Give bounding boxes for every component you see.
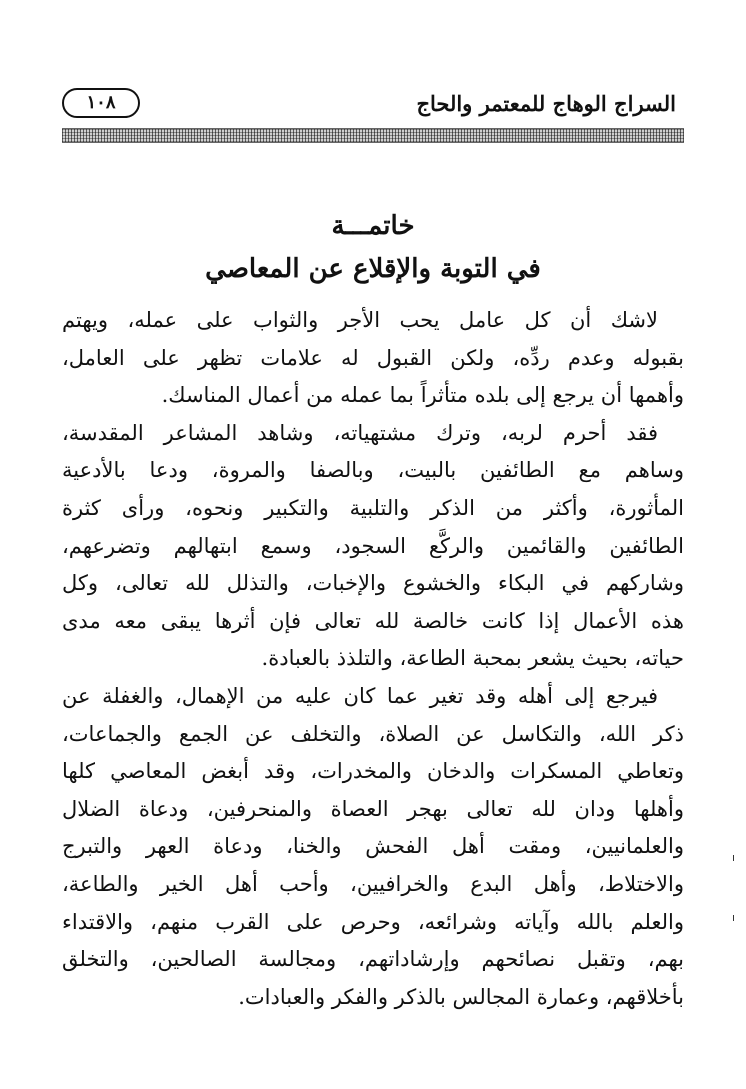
paragraph-3 (62, 678, 684, 1016)
text-line: والعلمانيين، ومقت أهل الفحش والخنا، ودعاة العهر والتبرج (62, 834, 684, 859)
text-line: حياته، بحيث يشعر بمحبة الطاعة، والتلذذ بالعبادة. (261, 646, 684, 671)
text-line: وساهم مع الطائفين بالبيت، وبالصفا والمروة، ودعا بالأدعية (62, 458, 684, 483)
text-line: بقبوله وعدم ردِّه، ولكن القبول له علامات تظهر على العامل، (62, 345, 684, 370)
text-line: بهم، وتقبل نصائحهم وإرشاداتهم، ومجالسة الصالحين، والتخلق (62, 947, 684, 972)
text-line: الطائفين والقائمين والركَّع السجود، وسمع ابتهالهم وتضرعهم، (62, 533, 684, 558)
text-line: المأثورة، وأكثر من الذكر والتلبية والتكبير ونحوه، ورأى كثرة (62, 495, 684, 520)
body-text (62, 302, 684, 1016)
text-line: بأخلاقهم، وعمارة المجالس بالذكر والفكر والعبادات. (238, 984, 684, 1009)
text-line: وأهمها أن يرجع إلى بلده متأثراً بما عمله من أعمال المناسك. (161, 383, 684, 408)
scan-edge-mark (733, 915, 734, 921)
text-line: ذكر الله، والتكاسل عن الصلاة، والتخلف عن الجمع والجماعات، (62, 721, 684, 746)
paragraph-2 (62, 415, 684, 678)
scan-edge-mark (733, 855, 734, 861)
paragraph-1 (62, 302, 684, 415)
text-line: والعلم بالله وآياته وشرائعه، وحرص على القرب منهم، والاقتداء (62, 909, 684, 934)
header-divider (62, 128, 684, 143)
text-line: فيرجع إلى أهله وقد تغير عما كان عليه من الإهمال، والغفلة عن (62, 683, 658, 708)
text-line: هذه الأعمال إذا كانت خالصة لله تعالى فإن أثرها يبقى معه مدى (62, 608, 684, 633)
page-header (62, 86, 682, 126)
running-title: السراج الوهاج للمعتمر والحاج (416, 91, 676, 116)
text-line: وتعاطي المسكرات والدخان والمخدرات، وقد أبغض المعاصي كلها (62, 759, 684, 784)
text-line: وشاركهم في البكاء والخشوع والإخبات، والتذلل لله تعالى، وكل (62, 571, 684, 596)
chapter-subheading: في التوبة والإقلاع عن المعاصي (205, 254, 541, 284)
text-line: والاختلاط، وأهل البدع والخرافيين، وأحب أهل الخير والطاعة، (62, 871, 684, 896)
text-line: فقد أحرم لربه، وترك مشتهياته، وشاهد المشاعر المقدسة، (62, 420, 658, 445)
page-number: ١٠٨ (62, 88, 140, 118)
text-line: لاشك أن كل عامل يحب الأجر والثواب على عمله، ويهتم (62, 308, 658, 332)
chapter-heading: خاتمـــة (331, 211, 415, 241)
text-line: وأهلها ودان لله تعالى بهجر العصاة والمنحرفين، ودعاة الضلال (62, 796, 684, 821)
